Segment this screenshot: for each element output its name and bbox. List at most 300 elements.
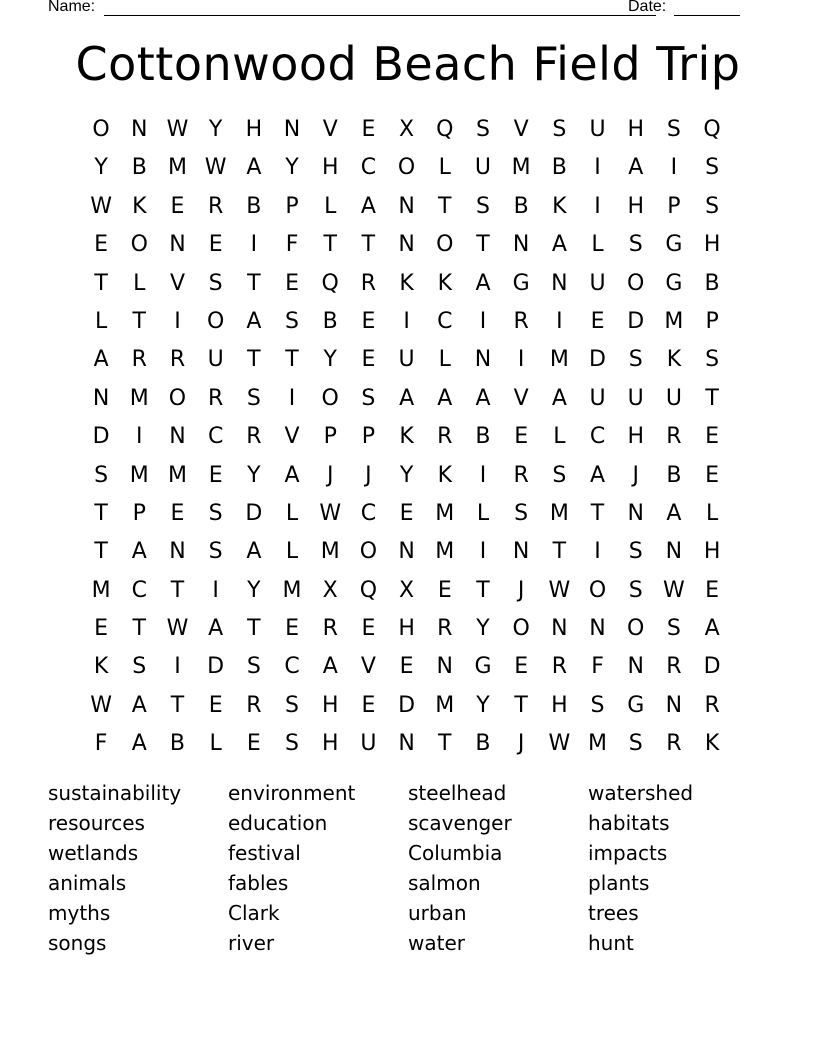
grid-letter: I — [288, 385, 296, 411]
grid-letter: B — [704, 270, 720, 296]
grid-letter: S — [628, 731, 643, 757]
word-list-item: urban — [408, 901, 467, 925]
grid-letter: R — [322, 616, 338, 642]
page-title: Cottonwood Beach Field Trip — [75, 37, 741, 91]
grid-letter: K — [437, 270, 452, 296]
grid-letter: B — [551, 155, 567, 181]
grid-letter: V — [284, 424, 300, 450]
word-list-item: Clark — [228, 901, 280, 925]
grid-letter: W — [204, 155, 227, 181]
grid-letter: P — [705, 308, 719, 334]
grid-letter: W — [166, 117, 189, 142]
grid-letter: S — [552, 462, 567, 488]
grid-letter: E — [705, 462, 720, 488]
grid-row — [82, 418, 732, 456]
grid-letter: L — [438, 347, 451, 373]
grid-letter: H — [627, 193, 644, 219]
grid-letter: E — [285, 270, 299, 296]
grid-letter: R — [551, 654, 567, 680]
grid-letter: E — [399, 654, 414, 680]
grid-row — [82, 188, 732, 226]
grid-letter: E — [246, 731, 261, 757]
name-label: Name: — [48, 0, 96, 15]
grid-letter: N — [398, 539, 415, 565]
grid-letter: W — [319, 500, 342, 526]
grid-letter: N — [627, 654, 644, 680]
grid-letter: T — [94, 270, 108, 296]
grid-letter: Y — [323, 347, 337, 373]
grid-letter: N — [436, 654, 454, 680]
grid-letter: G — [627, 692, 645, 718]
word-list-item: scavenger — [408, 811, 512, 835]
grid-letter: U — [398, 347, 415, 373]
grid-letter: I — [250, 232, 258, 258]
grid-letter: A — [208, 616, 224, 642]
grid-letter: I — [174, 308, 181, 334]
grid-letter: S — [628, 577, 643, 603]
word-list-item: impacts — [588, 841, 668, 865]
grid-letter: E — [285, 616, 299, 642]
grid-letter: O — [627, 270, 645, 296]
word-list-item: myths — [48, 901, 111, 925]
grid-letter: E — [705, 424, 720, 450]
grid-row — [82, 149, 732, 187]
grid-letter: A — [131, 692, 147, 718]
grid-letter: R — [360, 270, 377, 296]
grid-letter: A — [475, 385, 491, 411]
grid-letter: Y — [247, 462, 261, 488]
grid-letter: L — [438, 155, 451, 181]
grid-letter: C — [437, 308, 453, 334]
grid-letter: F — [94, 731, 108, 757]
grid-letter: A — [246, 308, 262, 334]
word-list-item: education — [228, 811, 328, 835]
word-search-grid — [82, 111, 732, 764]
grid-letter: E — [399, 500, 414, 526]
word-list-item: plants — [588, 871, 650, 895]
grid-letter: T — [361, 232, 376, 258]
grid-letter: N — [551, 270, 568, 296]
grid-row — [82, 533, 732, 571]
grid-letter: O — [206, 308, 225, 334]
grid-letter: S — [628, 347, 643, 373]
grid-row — [82, 265, 732, 303]
grid-letter: S — [628, 232, 643, 258]
word-list-item: water — [408, 931, 465, 955]
grid-letter: Q — [359, 577, 378, 603]
word-list-item: trees — [588, 901, 639, 925]
grid-letter: K — [132, 193, 147, 219]
grid-letter: J — [365, 462, 372, 488]
grid-letter: A — [131, 539, 147, 565]
grid-letter: T — [476, 232, 490, 258]
grid-letter: X — [399, 577, 415, 603]
grid-letter: L — [324, 193, 337, 219]
name-blank-line — [104, 0, 656, 16]
grid-letter: I — [594, 539, 601, 565]
grid-letter: M — [320, 539, 340, 565]
grid-letter: E — [590, 308, 605, 334]
grid-letter: R — [704, 692, 720, 718]
grid-letter: T — [247, 347, 261, 373]
grid-letter: Q — [703, 117, 721, 142]
grid-letter: U — [627, 385, 644, 411]
grid-letter: Y — [399, 462, 414, 488]
grid-letter: R — [666, 654, 682, 680]
grid-letter: O — [436, 232, 454, 258]
grid-letter: E — [361, 616, 376, 642]
grid-letter: N — [169, 539, 186, 565]
grid-letter: T — [247, 270, 261, 296]
grid-letter: S — [666, 117, 681, 142]
grid-letter: C — [360, 155, 377, 181]
grid-letter: V — [360, 654, 376, 680]
grid-letter: L — [209, 731, 222, 757]
grid-row — [82, 111, 732, 149]
grid-letter: Y — [247, 577, 261, 603]
grid-letter: R — [437, 424, 453, 450]
grid-letter: S — [208, 539, 223, 565]
grid-letter: X — [322, 577, 338, 603]
grid-letter: G — [474, 654, 492, 680]
word-list-item: festival — [228, 841, 301, 865]
grid-letter: N — [474, 347, 492, 373]
grid-letter: V — [513, 385, 529, 411]
grid-letter: K — [399, 270, 414, 296]
grid-letter: P — [361, 424, 376, 450]
grid-letter: P — [132, 500, 146, 526]
grid-letter: H — [703, 539, 721, 565]
grid-letter: R — [169, 347, 186, 373]
grid-letter: I — [594, 193, 601, 219]
grid-letter: R — [246, 424, 262, 450]
grid-letter: E — [208, 232, 223, 258]
word-list-item: salmon — [408, 871, 481, 895]
grid-letter: E — [170, 500, 185, 526]
grid-letter: M — [435, 692, 455, 718]
grid-letter: O — [397, 155, 416, 181]
grid-letter: L — [94, 308, 108, 334]
grid-letter: V — [322, 117, 338, 142]
grid-letter: E — [361, 692, 376, 718]
grid-letter: L — [476, 500, 490, 526]
grid-letter: I — [136, 424, 143, 450]
word-list-item: fables — [228, 871, 289, 895]
grid-letter: O — [627, 616, 645, 642]
grid-letter: C — [284, 654, 300, 680]
grid-letter: I — [479, 539, 487, 565]
grid-letter: E — [361, 117, 376, 142]
grid-letter: T — [132, 308, 146, 334]
grid-letter: A — [551, 232, 567, 258]
grid-letter: D — [207, 654, 225, 680]
grid-letter: T — [170, 577, 185, 603]
grid-letter: N — [512, 539, 530, 565]
grid-letter: Q — [436, 117, 454, 142]
grid-letter: S — [285, 692, 300, 718]
grid-letter: A — [246, 539, 262, 565]
grid-letter: N — [551, 616, 568, 642]
grid-letter: H — [321, 155, 339, 181]
grid-letter: N — [512, 232, 530, 258]
grid-row — [82, 303, 732, 341]
grid-row — [82, 457, 732, 495]
grid-row — [82, 725, 732, 763]
grid-row — [82, 226, 732, 264]
date-label: Date: — [628, 0, 667, 15]
grid-letter: R — [513, 308, 529, 334]
grid-letter: N — [131, 117, 148, 142]
grid-letter: M — [549, 347, 569, 373]
word-list-item: environment — [228, 781, 356, 805]
grid-letter: O — [588, 577, 607, 603]
grid-letter: M — [664, 308, 684, 334]
grid-letter: O — [130, 232, 148, 258]
grid-letter: A — [360, 193, 376, 219]
grid-letter: F — [285, 232, 299, 258]
grid-letter: A — [551, 385, 567, 411]
grid-letter: K — [93, 654, 109, 680]
grid-letter: M — [91, 577, 111, 603]
grid-letter: A — [246, 155, 262, 181]
grid-letter: E — [361, 347, 376, 373]
grid-letter: W — [166, 616, 189, 642]
grid-letter: W — [90, 193, 112, 219]
grid-letter: B — [322, 308, 338, 334]
grid-letter: B — [475, 731, 491, 757]
grid-letter: D — [627, 308, 645, 334]
grid-letter: N — [665, 539, 683, 565]
grid-letter: U — [207, 347, 224, 373]
grid-letter: T — [438, 193, 452, 219]
grid-letter: H — [398, 616, 415, 642]
grid-letter: U — [360, 731, 377, 757]
grid-letter: M — [549, 500, 569, 526]
grid-letter: S — [705, 193, 720, 219]
grid-letter: M — [129, 462, 149, 488]
grid-letter: G — [512, 270, 530, 296]
grid-letter: L — [553, 424, 566, 450]
grid-letter: S — [475, 193, 490, 219]
grid-letter: N — [92, 385, 110, 411]
word-list-item: hunt — [588, 931, 634, 955]
grid-letter: A — [131, 731, 147, 757]
grid-letter: D — [589, 347, 606, 373]
grid-letter: T — [552, 539, 567, 565]
word-list — [48, 778, 768, 958]
grid-letter: U — [665, 385, 682, 411]
grid-letter: S — [514, 500, 529, 526]
grid-letter: F — [591, 654, 604, 680]
grid-letter: K — [399, 424, 414, 450]
word-list-item: sustainability — [48, 781, 182, 805]
grid-letter: C — [360, 500, 377, 526]
grid-letter: S — [552, 117, 567, 142]
word-list-item: watershed — [588, 781, 694, 805]
grid-letter: T — [170, 692, 185, 718]
grid-letter: I — [594, 155, 601, 181]
grid-letter: O — [92, 117, 110, 142]
grid-letter: U — [589, 117, 606, 142]
grid-row — [82, 380, 732, 418]
grid-letter: T — [514, 692, 528, 718]
grid-letter: A — [93, 347, 109, 373]
date-blank-line — [674, 0, 740, 16]
grid-letter: Y — [476, 692, 490, 718]
word-list-item: habitats — [588, 811, 670, 835]
grid-letter: A — [437, 385, 453, 411]
grid-letter: M — [282, 577, 302, 603]
grid-letter: M — [167, 155, 187, 181]
grid-letter: N — [169, 232, 186, 258]
grid-letter: K — [666, 347, 682, 373]
grid-letter: H — [551, 692, 568, 718]
grid-letter: E — [208, 462, 223, 488]
grid-letter: L — [133, 270, 146, 296]
grid-letter: Y — [208, 117, 223, 142]
grid-letter: H — [321, 731, 339, 757]
grid-letter: I — [517, 347, 525, 373]
word-list-item: Columbia — [408, 841, 503, 865]
grid-letter: W — [90, 692, 112, 718]
grid-letter: N — [169, 424, 186, 450]
grid-letter: M — [167, 462, 187, 488]
grid-letter: R — [666, 424, 682, 450]
grid-letter: I — [556, 308, 563, 334]
grid-letter: W — [663, 577, 685, 603]
grid-letter: R — [437, 616, 453, 642]
grid-row — [82, 341, 732, 379]
grid-row — [82, 495, 732, 533]
grid-letter: M — [588, 731, 608, 757]
grid-letter: Q — [321, 270, 339, 296]
grid-letter: T — [94, 500, 108, 526]
grid-letter: P — [667, 193, 681, 219]
grid-letter: A — [475, 270, 491, 296]
grid-letter: R — [208, 385, 224, 411]
grid-letter: I — [479, 462, 487, 488]
grid-letter: S — [475, 117, 490, 142]
grid-letter: S — [94, 462, 109, 488]
grid-letter: G — [665, 270, 683, 296]
grid-row — [82, 572, 732, 610]
grid-letter: T — [285, 347, 299, 373]
grid-row — [82, 687, 732, 725]
grid-letter: J — [632, 462, 639, 488]
grid-letter: H — [703, 232, 721, 258]
grid-letter: B — [475, 424, 491, 450]
grid-letter: E — [170, 193, 185, 219]
grid-letter: R — [246, 692, 262, 718]
grid-letter: L — [285, 539, 299, 565]
grid-letter: O — [359, 539, 378, 565]
grid-letter: M — [129, 385, 149, 411]
grid-letter: A — [704, 616, 720, 642]
grid-letter: N — [398, 232, 415, 258]
grid-letter: H — [627, 424, 644, 450]
grid-letter: O — [168, 385, 187, 411]
grid-letter: D — [92, 424, 110, 450]
grid-letter: A — [284, 462, 300, 488]
grid-letter: N — [665, 692, 683, 718]
grid-letter: U — [589, 270, 606, 296]
grid-letter: N — [398, 731, 415, 757]
grid-letter: W — [548, 577, 571, 603]
grid-letter: T — [247, 616, 261, 642]
grid-letter: J — [517, 731, 525, 757]
grid-letter: K — [437, 462, 452, 488]
grid-letter: X — [399, 117, 415, 142]
grid-letter: I — [403, 308, 410, 334]
grid-letter: B — [246, 193, 262, 219]
grid-letter: V — [169, 270, 185, 296]
grid-letter: K — [704, 731, 720, 757]
grid-letter: S — [208, 500, 223, 526]
grid-letter: W — [548, 731, 571, 757]
word-list-item: resources — [48, 811, 145, 835]
grid-letter: S — [132, 654, 147, 680]
grid-letter: Y — [476, 616, 490, 642]
grid-letter: V — [513, 117, 529, 142]
grid-letter: S — [361, 385, 376, 411]
grid-letter: Y — [285, 155, 299, 181]
grid-letter: N — [627, 500, 644, 526]
grid-letter: L — [285, 500, 299, 526]
word-list-item: songs — [48, 931, 107, 955]
grid-letter: T — [132, 616, 146, 642]
grid-letter: M — [511, 155, 531, 181]
grid-letter: M — [435, 539, 455, 565]
grid-letter: N — [283, 117, 301, 142]
grid-row — [82, 610, 732, 648]
grid-letter: I — [670, 155, 678, 181]
grid-letter: C — [131, 577, 147, 603]
grid-letter: S — [246, 385, 261, 411]
grid-letter: R — [666, 731, 682, 757]
grid-letter: D — [703, 654, 721, 680]
grid-letter: T — [590, 500, 605, 526]
grid-letter: E — [514, 654, 529, 680]
grid-letter: L — [591, 232, 604, 258]
grid-letter: H — [245, 117, 263, 142]
grid-letter: E — [94, 616, 109, 642]
word-list-item: river — [228, 931, 275, 955]
grid-letter: T — [438, 731, 452, 757]
grid-letter: T — [705, 385, 719, 411]
word-list-item: steelhead — [408, 781, 507, 805]
grid-letter: S — [285, 731, 300, 757]
grid-letter: A — [590, 462, 606, 488]
grid-letter: E — [437, 577, 452, 603]
grid-letter: S — [208, 270, 223, 296]
grid-letter: E — [94, 232, 109, 258]
grid-letter: H — [321, 692, 339, 718]
grid-letter: S — [705, 347, 720, 373]
grid-letter: T — [323, 232, 337, 258]
grid-row — [82, 648, 732, 686]
word-list-item: wetlands — [48, 841, 139, 865]
grid-letter: Y — [94, 155, 108, 181]
word-list-item: animals — [48, 871, 127, 895]
grid-letter: H — [627, 117, 644, 142]
grid-letter: O — [512, 616, 530, 642]
grid-letter: S — [590, 692, 605, 718]
grid-letter: B — [513, 193, 529, 219]
grid-letter: I — [174, 654, 181, 680]
grid-letter: D — [245, 500, 263, 526]
grid-letter: T — [476, 577, 490, 603]
grid-letter: B — [666, 462, 682, 488]
